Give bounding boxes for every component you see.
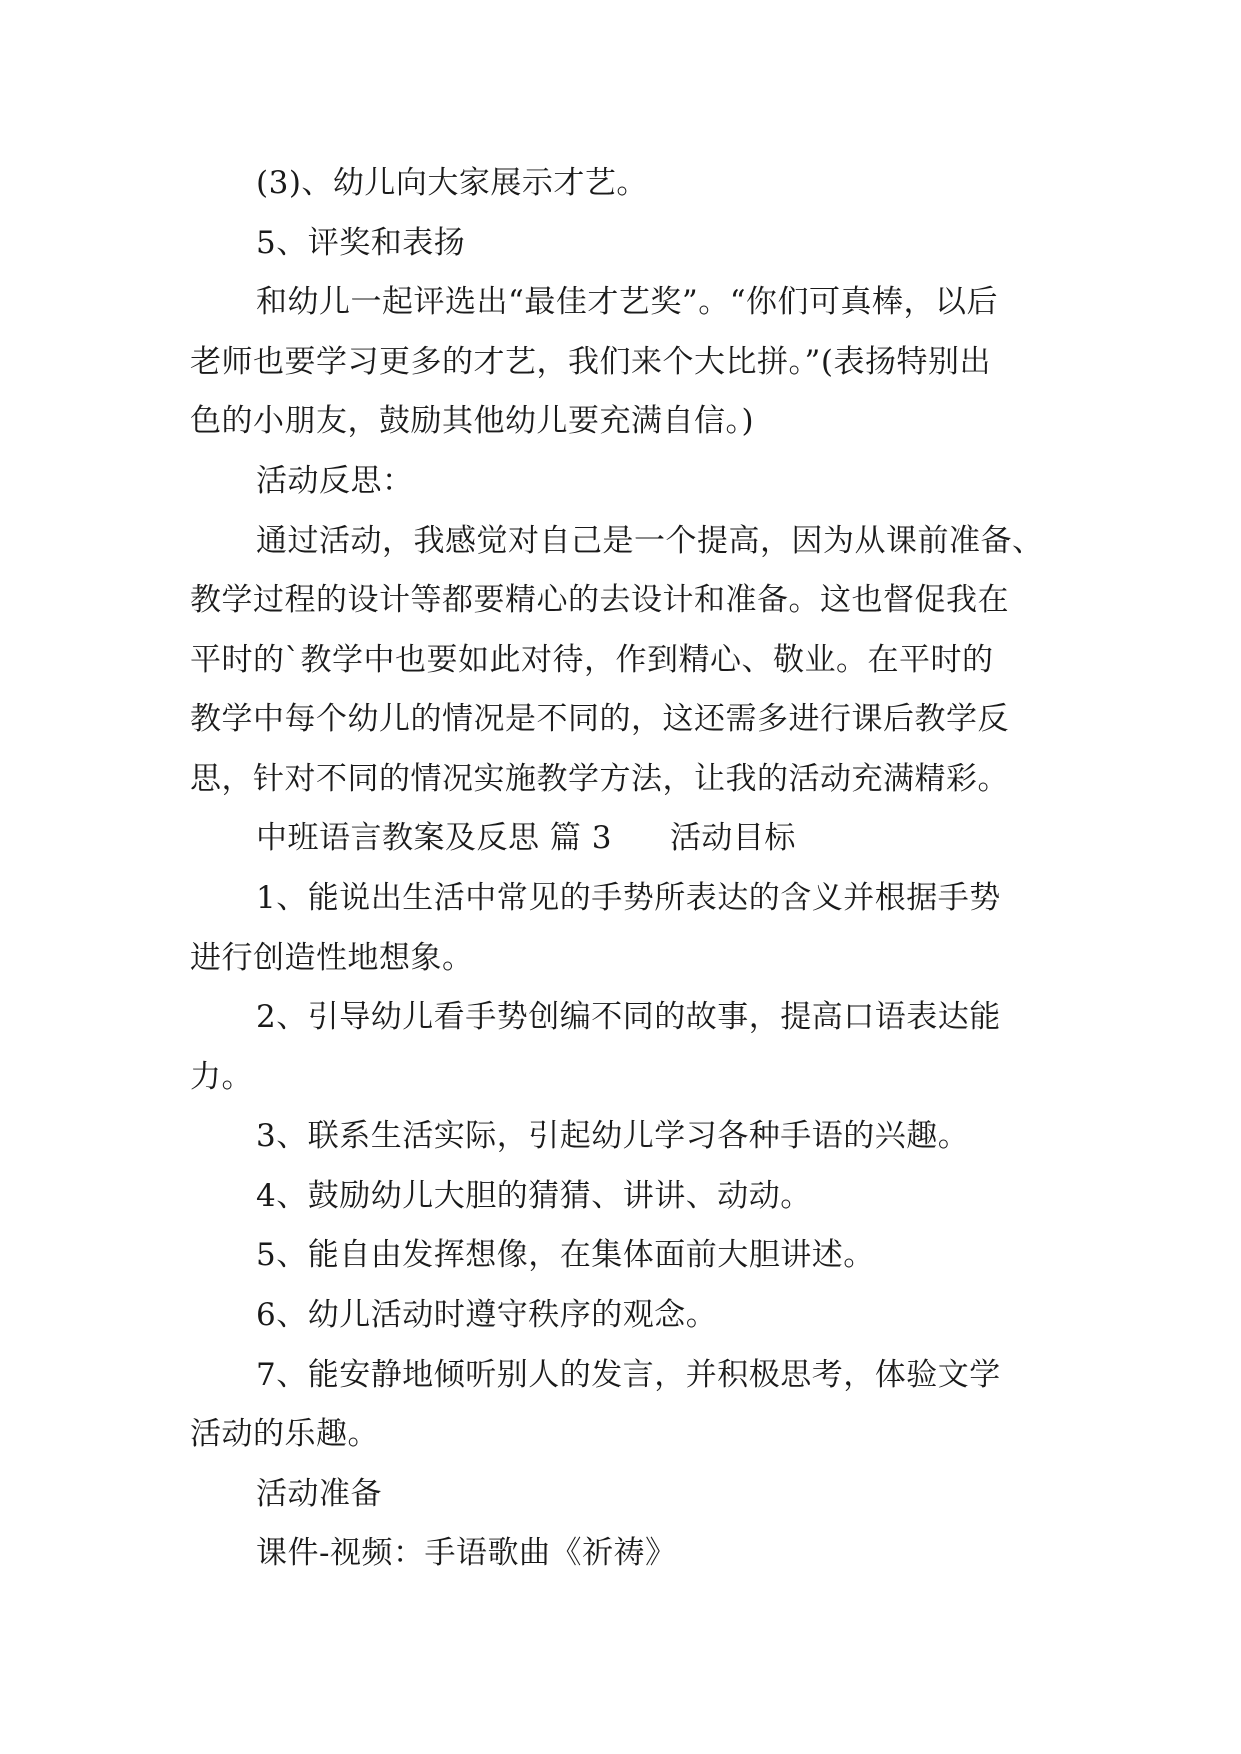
section-heading: 活动目标: [669, 820, 796, 856]
paragraph-line: 教学中每个幼儿的情况是不同的，这还需多进行课后教学反: [190, 701, 1009, 737]
section-heading: 5、评奖和表扬: [256, 225, 466, 261]
list-item-continuation: 力。: [190, 1059, 253, 1095]
list-item: 3、联系生活实际，引起幼儿学习各种手语的兴趣。: [256, 1118, 970, 1154]
paragraph-line: 教学过程的设计等都要精心的去设计和准备。这也督促我在: [190, 582, 1009, 618]
section-heading: 活动反思：: [256, 463, 414, 499]
list-item: 7、能安静地倾听别人的发言，并积极思考，体验文学: [256, 1357, 1001, 1393]
list-item: 6、幼儿活动时遵守秩序的观念。: [256, 1297, 718, 1333]
list-item: 5、能自由发挥想像，在集体面前大胆讲述。: [256, 1237, 875, 1273]
list-item: 4、鼓励幼儿大胆的猜猜、讲讲、动动。: [256, 1178, 812, 1214]
paragraph-line: 老师也要学习更多的才艺，我们来个大比拼。”(表扬特别出: [190, 344, 991, 380]
paragraph-line: 平时的`教学中也要如此对待，作到精心、敬业。在平时的: [190, 642, 994, 678]
list-item: 1、能说出生活中常见的手势所表达的含义并根据手势: [256, 880, 1001, 916]
paragraph-line: 通过活动，我感觉对自己是一个提高，因为从课前准备、: [256, 523, 1044, 559]
paragraph-line: 色的小朋友，鼓励其他幼儿要充满自信。): [190, 403, 755, 439]
paragraph-line: 思，针对不同的情况实施教学方法，让我的活动充满精彩。: [190, 761, 1009, 797]
section-heading: 活动准备: [256, 1476, 382, 1512]
paragraph-line: (3)、幼儿向大家展示才艺。: [256, 165, 648, 201]
list-item-continuation: 活动的乐趣。: [190, 1416, 379, 1452]
paragraph-line: 课件-视频：手语歌曲《祈祷》: [256, 1535, 677, 1571]
paragraph-line: 和幼儿一起评选出“最佳才艺奖”。“你们可真棒，以后: [256, 284, 999, 320]
list-item-continuation: 进行创造性地想象。: [190, 940, 474, 976]
article-title: 中班语言教案及反思 篇 3: [256, 820, 612, 856]
section-heading-line: [256, 818, 1126, 858]
list-item: 2、引导幼儿看手势创编不同的故事，提高口语表达能: [256, 999, 1001, 1035]
